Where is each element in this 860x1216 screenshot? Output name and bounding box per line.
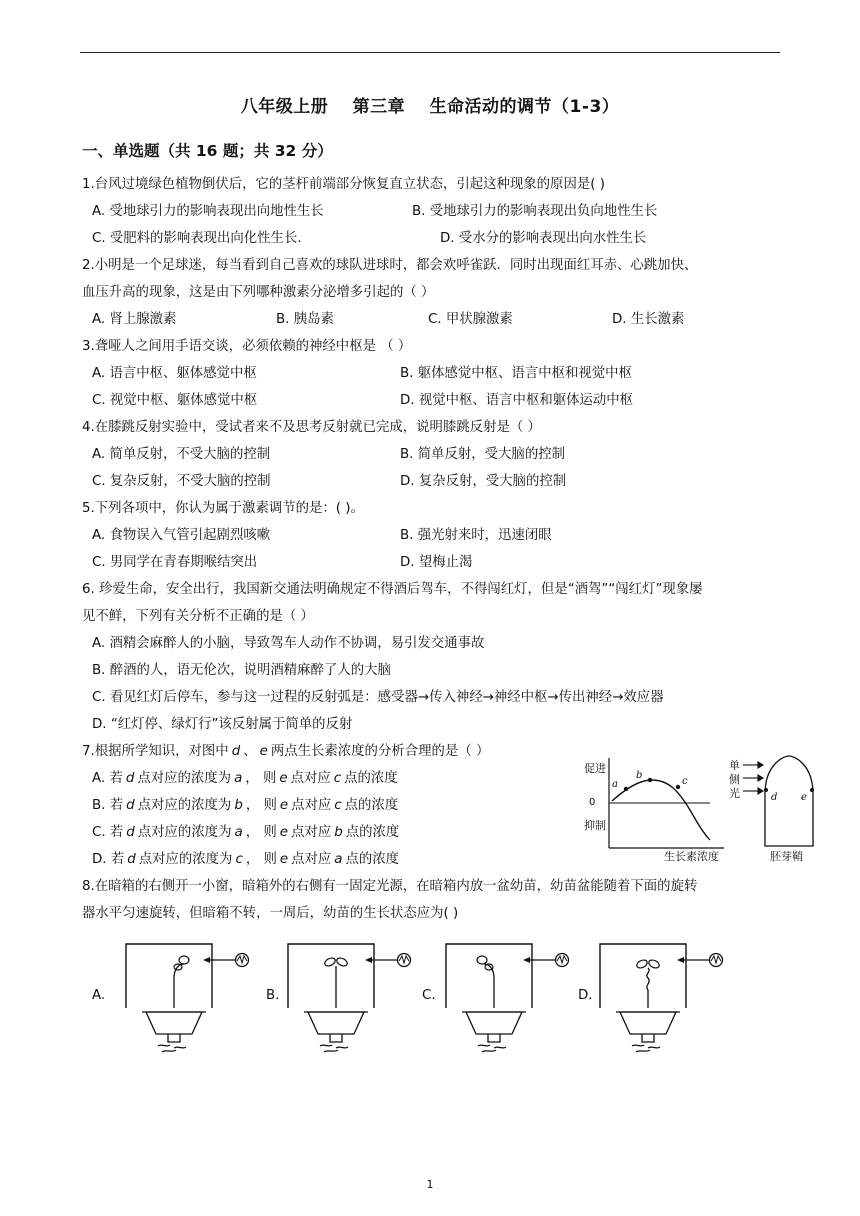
- q2-option-a[interactable]: A. 肾上腺激素: [92, 312, 177, 327]
- q8-stem-line1: 8.在暗箱的右侧开一小窗，暗箱外的右侧有一固定光源，在暗箱内放一盆幼苗，幼苗盆能随着下面的旋转: [82, 879, 698, 894]
- q1-option-a[interactable]: A. 受地球引力的影响表现出向地性生长: [92, 204, 324, 219]
- q4-option-a[interactable]: A. 简单反射，不受大脑的控制: [92, 447, 271, 462]
- dark-box: [126, 944, 212, 1008]
- light-arrowhead: [203, 957, 210, 963]
- q8-option-a-label[interactable]: A.: [92, 988, 106, 1003]
- q7-d-d: d: [127, 852, 136, 867]
- q6-option-c[interactable]: C. 看见红灯后停车，参与这一过程的反射弧是：感受器→传入神经→神经中枢→传出神经→效应器: [92, 690, 664, 705]
- q8-option-c-label[interactable]: C.: [422, 988, 436, 1003]
- q5-option-d[interactable]: D. 望梅止渴: [400, 555, 473, 570]
- title-chapter: 第三章: [352, 97, 406, 117]
- fig-label-c: c: [682, 776, 688, 787]
- q5-option-b[interactable]: B. 强光射来时，迅速闭眼: [400, 528, 552, 543]
- q4-option-d[interactable]: D. 复杂反射，受大脑的控制: [400, 474, 567, 489]
- q8-figure-b: [284, 942, 434, 1062]
- q1-option-d[interactable]: D. 受水分的影响表现出向水性生长: [440, 231, 647, 246]
- q7-c-t1: 点对应的浓度为: [137, 825, 232, 840]
- q7-b-t3: 点对应: [291, 798, 332, 813]
- q1-option-b[interactable]: B. 受地球引力的影响表现出负向地性生长: [412, 204, 658, 219]
- seedling-leaf: [179, 956, 189, 964]
- q1-stem: 1.台风过境绿色植物倒伏后，它的茎杆前端部分恢复直立状态，引起这种现象的原因是( ): [82, 177, 605, 192]
- q7-a-y: c: [333, 771, 342, 786]
- q7-d-t4: 点的浓度: [345, 852, 400, 867]
- rotator-base: [168, 1034, 180, 1042]
- q5-option-a[interactable]: A. 食物误入气管引起剧烈咳嗽: [92, 528, 271, 543]
- q7-stem-d: d: [231, 744, 241, 759]
- q3-option-b[interactable]: B. 躯体感觉中枢、语言中枢和视觉中枢: [400, 366, 632, 381]
- q7-d-t2: ， 则: [245, 852, 277, 867]
- q3-option-d[interactable]: D. 视觉中枢、语言中枢和躯体运动中枢: [400, 393, 634, 408]
- q5-stem: 5.下列各项中，你认为属于激素调节的是：( )。: [82, 501, 364, 516]
- fig-point-b: [648, 778, 652, 782]
- q7-option-a[interactable]: [92, 770, 398, 788]
- q6-option-a[interactable]: A. 酒精会麻醉人的小脑，导致驾车人动作不协调，易引发交通事故: [92, 636, 485, 651]
- fig-point-a: [624, 787, 628, 791]
- header-rule: [80, 52, 780, 53]
- seedling-stem: [647, 968, 649, 1008]
- q7-b-t2: ， 则: [245, 798, 277, 813]
- q8-figure-c: [442, 942, 592, 1062]
- q7-d-lead: D. 若: [92, 852, 125, 867]
- q6-stem-line1: 6. 珍爱生命，安全出行，我国新交通法明确规定不得酒后驾车，不得闯红灯，但是“酒驾”“闯红灯”现象屡: [82, 582, 703, 597]
- q7-c-d: d: [126, 825, 135, 840]
- title-topic: 生命活动的调节（1-3）: [429, 97, 620, 117]
- q4-option-c[interactable]: C. 复杂反射，不受大脑的控制: [92, 474, 271, 489]
- q4-stem: 4.在膝跳反射实验中，受试者来不及思考反射就已完成，说明膝跳反射是（ ）: [82, 420, 541, 435]
- q8-figure-a: [122, 942, 272, 1062]
- q8-stem-line2: 器水平匀速旋转，但暗箱不转，一周后，幼苗的生长状态应为( ): [82, 906, 459, 921]
- q7-b-e: e: [279, 798, 289, 813]
- q7-d-t3: 点对应: [291, 852, 332, 867]
- fig-y-inhibit-label: 抑制: [584, 819, 606, 832]
- q7-c-t2: ， 则: [245, 825, 277, 840]
- q7-a-d: d: [125, 771, 135, 786]
- q2-stem-line2: 血压升高的现象，这是由下列哪种激素分泌增多引起的（ ）: [82, 285, 435, 300]
- fig-light-char-2: 侧: [729, 773, 740, 786]
- q4-option-b[interactable]: B. 简单反射，受大脑的控制: [400, 447, 565, 462]
- q7-option-c[interactable]: [92, 824, 399, 842]
- q8-figure-d: [596, 942, 746, 1062]
- q7-a-t1: 点对应的浓度为: [137, 771, 232, 786]
- q7-b-lead: B. 若: [92, 798, 124, 813]
- fig-y-zero-label: 0: [589, 797, 596, 808]
- q7-d-t1: 点对应的浓度为: [138, 852, 233, 867]
- fig-label-d: d: [771, 792, 778, 803]
- q7-c-e: e: [279, 825, 289, 840]
- fig-point-c: [676, 785, 680, 789]
- fig-x-label: 生长素浓度: [664, 850, 719, 863]
- flower-pot: [146, 1012, 202, 1034]
- q6-option-b[interactable]: B. 醉酒的人，语无伦次，说明酒精麻醉了人的大脑: [92, 663, 391, 678]
- section-heading: 一、单选题（共 16 题；共 32 分）: [82, 142, 333, 160]
- page-number: 1: [426, 1178, 434, 1191]
- q3-stem: 3.聋哑人之间用手语交谈，必须依赖的神经中枢是 （ ）: [82, 339, 412, 354]
- q3-option-c[interactable]: C. 视觉中枢、躯体感觉中枢: [92, 393, 258, 408]
- q7-stem-mid: 、: [243, 744, 257, 759]
- fig-y-promote-label: 促进: [584, 762, 606, 775]
- q7-c-lead: C. 若: [92, 825, 124, 840]
- fig-label-e: e: [801, 792, 807, 803]
- q7-a-x: a: [234, 771, 243, 786]
- q7-b-d: d: [126, 798, 135, 813]
- q7-c-t4: 点的浓度: [345, 825, 400, 840]
- q6-option-d[interactable]: D. “红灯停、绿灯行”该反射属于简单的反射: [92, 717, 353, 732]
- q7-stem: [82, 743, 489, 761]
- q7-c-t3: 点对应: [291, 825, 332, 840]
- fig-light-arrows: [743, 762, 763, 794]
- fig-label-b: b: [636, 770, 643, 781]
- fig-coleoptile-label: 胚芽鞘: [770, 850, 803, 863]
- fig-light-char-3: 光: [729, 787, 740, 800]
- q2-option-c[interactable]: C. 甲状腺激素: [428, 312, 513, 327]
- fig-light-char-1: 单: [729, 759, 740, 772]
- q7-option-d[interactable]: [92, 851, 399, 869]
- q7-d-y: a: [334, 852, 343, 867]
- fig-label-a: a: [612, 779, 618, 790]
- q7-c-y: b: [334, 825, 343, 840]
- q1-option-c[interactable]: C. 受肥料的影响表现出向化性生长.: [92, 231, 302, 246]
- q7-b-x: b: [234, 798, 243, 813]
- q7-c-x: a: [234, 825, 243, 840]
- q7-stem-post: 两点生长素浓度的分析合理的是（ ）: [270, 744, 490, 759]
- q7-b-t4: 点的浓度: [344, 798, 399, 813]
- q8-option-b-label[interactable]: B.: [266, 988, 280, 1003]
- fig-point-d: [764, 788, 768, 792]
- fig-point-e: [810, 788, 814, 792]
- q7-a-t4: 点的浓度: [344, 771, 398, 786]
- page-title: [0, 92, 860, 117]
- q7-stem-e: e: [259, 744, 268, 759]
- q7-a-t2: ， 则: [245, 771, 277, 786]
- q7-b-t1: 点对应的浓度为: [137, 798, 232, 813]
- q6-stem-line2: 见不鲜，下列有关分析不正确的是（ ）: [82, 609, 314, 624]
- q7-a-lead: A. 若: [92, 771, 123, 786]
- q2-option-d[interactable]: D. 生长激素: [612, 312, 685, 327]
- seedling-stem: [174, 964, 184, 1008]
- q7-a-t3: 点对应: [290, 771, 331, 786]
- q7-d-e: e: [279, 852, 289, 867]
- q5-option-c[interactable]: C. 男同学在青春期喉结突出: [92, 555, 258, 570]
- q2-option-b[interactable]: B. 胰岛素: [276, 312, 334, 327]
- q2-stem-line1: 2.小明是一个足球迷，每当看到自己喜欢的球队进球时，都会欢呼雀跃．同时出现面红耳赤、心跳加快、: [82, 258, 698, 273]
- q3-option-a[interactable]: A. 语言中枢、躯体感觉中枢: [92, 366, 257, 381]
- q7-stem-pre: 7.根据所学知识，对图中: [82, 744, 229, 759]
- q7-b-y: c: [334, 798, 342, 813]
- q7-option-b[interactable]: [92, 797, 398, 815]
- title-grade: 八年级上册: [240, 97, 329, 117]
- q7-auxin-figure: [582, 750, 844, 866]
- q8-option-d-label[interactable]: D.: [578, 988, 593, 1003]
- q7-d-x: c: [235, 852, 243, 867]
- q7-a-e: e: [279, 771, 288, 786]
